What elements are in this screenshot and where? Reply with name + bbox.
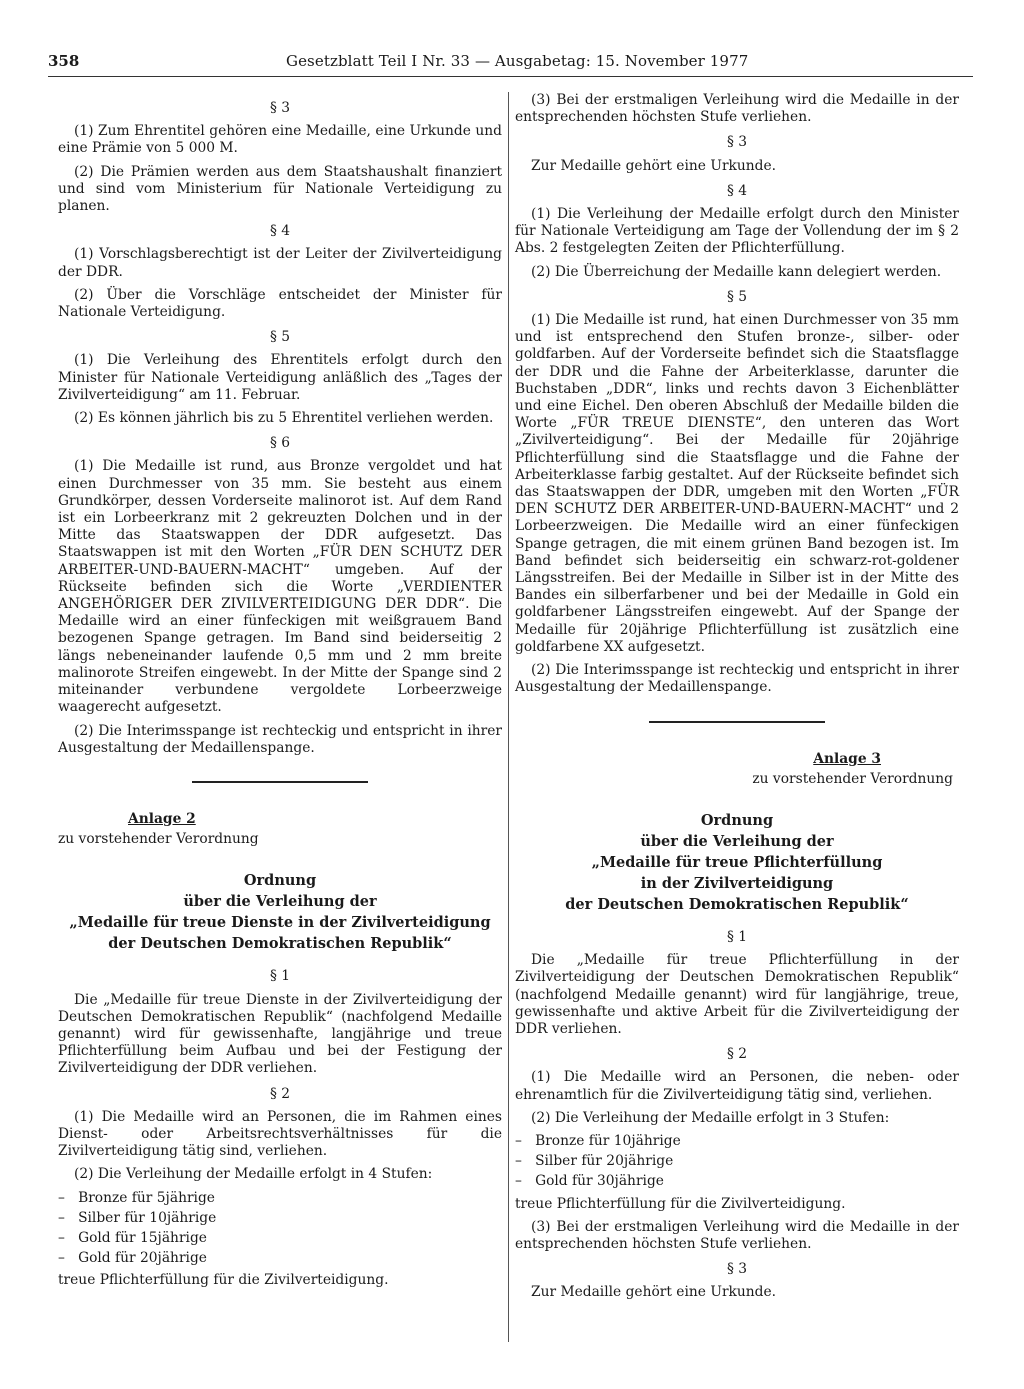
paragraph: (1) Die Verleihung des Ehrentitels erfolgt durch den Minister für Nationale Verteidigung anläßlich des „Tages der Zivilverteidigung“ am 11. Februar. xyxy=(58,352,502,403)
ordnung-title-line: „Medaille für treue Pflichterfüllung xyxy=(591,853,883,871)
list-item: – Bronze für 5jährige xyxy=(58,1190,502,1207)
section-rule xyxy=(192,781,368,783)
paragraph: (1) Die Medaille wird an Personen, die neben- oder ehrenamtlich für die Zivilverteidigung tätig sind, verliehen. xyxy=(515,1069,959,1103)
paragraph: (1) Die Medaille ist rund, hat einen Durchmesser von 35 mm und ist entsprechend den Stufen bronze-, silber- oder goldfarben. Auf der Vorderseite befindet sich die Staatsflagge der DDR und die Fahne der Arbeiterklasse, darunter die Buchstaben „DDR“, links und rechts davon 3 Eichenblätter und eine Eichel. Den oberen Abschluß der Medaille bilden die Worte „FÜR TREUE DIENSTE“, den unteren das Wort „Zivilverteidigung“. Bei der Medaille für 20jährige Pflichterfüllung sind die Staatsflagge und die Fahne der Arbeiterklasse farbig gestaltet. Auf der Rückseite befindet sich das Staatswappen der DDR, umgeben mit den Worten „FÜR DEN SCHUTZ DER ARBEITER-UND-BAUERN-MACHT“ und 2 Lorbeerzweigen. Die Medaille wird an einer fünfeckigen Spange getragen, die mit einem grünen Band bezogen ist. Im Band befindet sich beiderseitig ein schwarz-rot-goldener Längsstreifen. Bei der Medaille in Silber ist in der Mitte des Bandes ein silberfarbener und bei der Medaille in Gold ein goldfarbener Längsstreifen eingewebt. Auf der Spange der Medaille für 20jährige Pflichterfüllung ist zusätzlich eine goldfarbene XX aufgesetzt. xyxy=(515,312,959,655)
section-heading: § 3 xyxy=(726,1261,748,1278)
paragraph: treue Pflichterfüllung für die Zivilverteidigung. xyxy=(515,1195,846,1212)
paragraph: (2) Es können jährlich bis zu 5 Ehrentitel verliehen werden. xyxy=(74,410,494,427)
section-heading: § 2 xyxy=(726,1046,748,1063)
page-header-title: Gesetzblatt Teil I Nr. 33 — Ausgabetag: 15. November 1977 xyxy=(286,52,749,70)
paragraph: (1) Vorschlagsberechtigt ist der Leiter der Zivilverteidigung der DDR. xyxy=(58,246,502,280)
ordnung-title xyxy=(515,810,959,915)
anlage-label: Anlage 3 xyxy=(813,750,881,767)
paragraph: (2) Die Überreichung der Medaille kann delegiert werden. xyxy=(531,263,942,280)
list-item: – Gold für 15jährige xyxy=(58,1230,502,1247)
paragraph: (1) Zum Ehrentitel gehören eine Medaille, eine Urkunde und eine Prämie von 5 000 M. xyxy=(58,123,502,157)
column-divider xyxy=(508,92,509,1342)
list-item: – Gold für 30jährige xyxy=(515,1173,959,1190)
paragraph: Zur Medaille gehört eine Urkunde. xyxy=(531,157,777,174)
section-rule xyxy=(649,721,825,723)
ordnung-title-line: der Deutschen Demokratischen Republik“ xyxy=(108,935,452,953)
section-heading: § 6 xyxy=(269,435,291,452)
section-heading: § 1 xyxy=(726,928,748,945)
section-heading: § 5 xyxy=(726,288,748,305)
section-heading: § 3 xyxy=(726,134,748,151)
header-rule xyxy=(48,76,973,77)
paragraph: (3) Bei der erstmaligen Verleihung wird die Medaille in der entsprechenden höchsten Stufe verliehen. xyxy=(515,92,959,126)
ordnung-title-line: der Deutschen Demokratischen Republik“ xyxy=(565,895,909,913)
section-heading: § 2 xyxy=(269,1085,291,1102)
section-heading: § 1 xyxy=(269,968,291,985)
ordnung-title-line: über die Verleihung der xyxy=(183,893,377,911)
section-heading: § 4 xyxy=(726,182,748,199)
ordnung-title-line: „Medaille für treue Dienste in der Zivilverteidigung xyxy=(69,914,491,932)
paragraph: Die „Medaille für treue Dienste in der Zivilverteidigung der Deutschen Demokratischen Republik“ (nachfolgend Medaille genannt) wird für gewissenhafte, langjährige und treue Pflichterfüllung beim Aufbau und bei der Festigung der Zivilverteidigung der DDR verliehen. xyxy=(58,991,502,1077)
section-heading: § 3 xyxy=(269,100,291,116)
anlage-subtitle: zu vorstehender Verordnung xyxy=(58,831,259,848)
list-item: – Silber für 10jährige xyxy=(58,1210,502,1227)
paragraph: (1) Die Medaille wird an Personen, die im Rahmen eines Dienst- oder Arbeitsrechtsverhältnisses für die Zivilverteidigung tätig sind, verliehen. xyxy=(58,1108,502,1160)
list-item: – Bronze für 10jährige xyxy=(515,1133,959,1150)
ordnung-title xyxy=(58,870,502,954)
paragraph: (2) Die Prämien werden aus dem Staatshaushalt finanziert und sind vom Ministerium für Nationale Verteidigung zu planen. xyxy=(58,163,502,215)
list-item: – Silber für 20jährige xyxy=(515,1153,959,1170)
anlage-label: Anlage 2 xyxy=(128,810,196,827)
paragraph: (1) Die Medaille ist rund, aus Bronze vergoldet und hat einen Durchmesser von 35 mm. Sie besteht aus einem Grundkörper, dessen Vorderseite malinorot ist. Auf dem Rand ist ein Lorbeerkranz mit 2 gekreuzten Dolchen und in der Mitte das Staatswappen der DDR aufgesetzt. Das Staatswappen ist mit den Worten „FÜR DEN SCHUTZ DER ARBEITER-UND-BAUERN-MACHT“ umgeben. Auf der Rückseite befinden sich die Worte „VERDIENTER ANGEHÖRIGER DER ZIVILVERTEIDIGUNG DER DDR“. Die Medaille wird an einer fünfeckigen mit weißgrauem Band bezogenen Spange getragen. Im Band sind beiderseitig 2 längs nebeneinander laufende 0,5 mm und 2 mm breite malinorote Streifen eingewebt. In der Mitte der Spange sind 2 miteinander verbundene vergoldete Lorbeerzweige waagerecht aufgesetzt. xyxy=(58,458,502,716)
paragraph: (2) Über die Vorschläge entscheidet der Minister für Nationale Verteidigung. xyxy=(58,286,502,321)
stufen-list xyxy=(515,1133,959,1191)
ordnung-title-line: Ordnung xyxy=(700,811,774,829)
paragraph: (1) Die Verleihung der Medaille erfolgt durch den Minister für Nationale Verteidigung am Tage der Vollendung der im § 2 Abs. 2 festgelegten Zeiten der Pflichterfüllung. xyxy=(515,206,959,257)
ordnung-title-line: Ordnung xyxy=(243,872,317,890)
list-item: – Gold für 20jährige xyxy=(58,1250,502,1267)
paragraph: treue Pflichterfüllung für die Zivilverteidigung. xyxy=(58,1272,389,1289)
paragraph: (2) Die Verleihung der Medaille erfolgt in 4 Stufen: xyxy=(74,1166,433,1183)
paragraph: (2) Die Interimsspange ist rechteckig und entspricht in ihrer Ausgestaltung der Medaillenspange. xyxy=(515,662,959,696)
paragraph: (2) Die Interimsspange ist rechteckig und entspricht in ihrer Ausgestaltung der Medaillenspange. xyxy=(58,722,502,756)
paragraph: Die „Medaille für treue Pflichterfüllung in der Zivilverteidigung der Deutschen Demokratischen Republik“ (nachfolgend Medaille genannt) wird für langjährige, treue, gewissenhafte und aktive Arbeit für die Zivilverteidigung der DDR verliehen. xyxy=(515,952,959,1037)
left-column xyxy=(58,92,502,1296)
anlage-subtitle: zu vorstehender Verordnung xyxy=(752,770,953,787)
paragraph: Zur Medaille gehört eine Urkunde. xyxy=(531,1284,777,1301)
ordnung-title-line: über die Verleihung der xyxy=(640,832,834,850)
paragraph: (3) Bei der erstmaligen Verleihung wird die Medaille in der entsprechenden höchsten Stufe verliehen. xyxy=(515,1218,959,1252)
section-heading: § 4 xyxy=(269,223,291,240)
ordnung-title-line: in der Zivilverteidigung xyxy=(640,874,834,892)
right-column xyxy=(515,92,959,1308)
page-number: 358 xyxy=(48,52,80,70)
section-heading: § 5 xyxy=(269,329,291,346)
stufen-list xyxy=(58,1190,502,1268)
paragraph: (2) Die Verleihung der Medaille erfolgt in 3 Stufen: xyxy=(531,1109,890,1126)
